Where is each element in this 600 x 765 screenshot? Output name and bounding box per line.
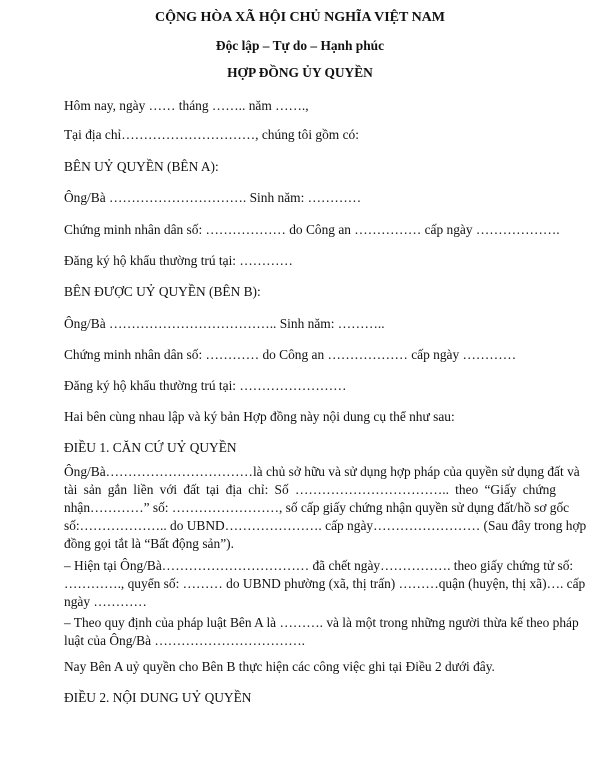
- article-1-heading: ĐIỀU 1. CĂN CỨ UỶ QUYỀN: [64, 440, 237, 455]
- paragraph-line: Ông/Bà……………………………là chủ sở hữu và sử dụng hợp pháp của quyền sử dụng đất và: [64, 464, 580, 479]
- date-line: Hôm nay, ngày …… tháng …….. năm …….,: [64, 98, 309, 113]
- party-b-id-line: Chứng minh nhân dân số: ………… do Công an ……………… cấp ngày …………: [64, 347, 517, 362]
- national-motto: Độc lập – Tự do – Hạnh phúc: [215, 38, 385, 53]
- party-a-residence-line: Đăng ký hộ khẩu thường trú tại: …………: [64, 253, 293, 268]
- article-1-paragraph-inheritance: [64, 614, 579, 650]
- party-a-id-line: Chứng minh nhân dân số: ……………… do Công an …………… cấp ngày ……………….: [64, 222, 560, 237]
- party-b-residence-line: Đăng ký hộ khẩu thường trú tại: ……………………: [64, 378, 347, 393]
- paragraph-line: – Hiện tại Ông/Bà…………………………… đã chết ngày……………. theo giấy chứng tử số:: [64, 558, 574, 573]
- party-a-name-line: Ông/Bà …………………………. Sinh năm: …………: [64, 190, 362, 205]
- agreement-line: Hai bên cùng nhau lập và ký bản Hợp đồng này nội dung cụ thể như sau:: [64, 409, 455, 424]
- party-b-name-line: Ông/Bà ……………………………….. Sinh năm: ………..: [64, 316, 385, 331]
- paragraph-line: – Theo quy định của pháp luật Bên A là ………. và là một trong những người thừa kế theo pháp: [64, 615, 579, 630]
- paragraph-line: …………., quyển số: ……… do UBND phường (xã, thị trấn) ………quận (huyện, thị xã)…. cấp: [64, 576, 586, 591]
- paragraph-line: luật của Ông/Bà …………………………….: [64, 633, 306, 648]
- article-1-paragraph-death: [64, 557, 586, 611]
- paragraph-line: ngày …………: [64, 594, 147, 609]
- paragraph-line: tài sản gắn liền với đất tại địa chỉ: Số …………………………….. theo “Giấy chứng: [64, 482, 556, 497]
- paragraph-line: số:……………….. do UBND…………………. cấp ngày…………………… (Sau đây trong hợp: [64, 518, 587, 533]
- article-1-paragraph-ownership: [64, 463, 587, 553]
- paragraph-line: nhận…………” số: ……………………, số cấp giấy chứng nhận quyền sử dụng đất/hồ sơ gốc: [64, 500, 570, 515]
- party-a-heading: BÊN UỶ QUYỀN (BÊN A):: [64, 159, 219, 174]
- address-line: Tại địa chỉ…………………………, chúng tôi gồm có:: [64, 127, 359, 142]
- document-title: HỢP ĐỒNG ỦY QUYỀN: [227, 65, 373, 80]
- delegation-line: Nay Bên A uỷ quyền cho Bên B thực hiện các công việc ghi tại Điều 2 dưới đây.: [64, 659, 495, 674]
- national-title: CỘNG HÒA XÃ HỘI CHỦ NGHĨA VIỆT NAM: [154, 10, 445, 25]
- article-2-heading: ĐIỀU 2. NỘI DUNG UỶ QUYỀN: [64, 690, 252, 705]
- paragraph-line: đồng gọi tắt là “Bất động sản”).: [64, 536, 234, 551]
- party-b-heading: BÊN ĐƯỢC UỶ QUYỀN (BÊN B):: [64, 284, 261, 299]
